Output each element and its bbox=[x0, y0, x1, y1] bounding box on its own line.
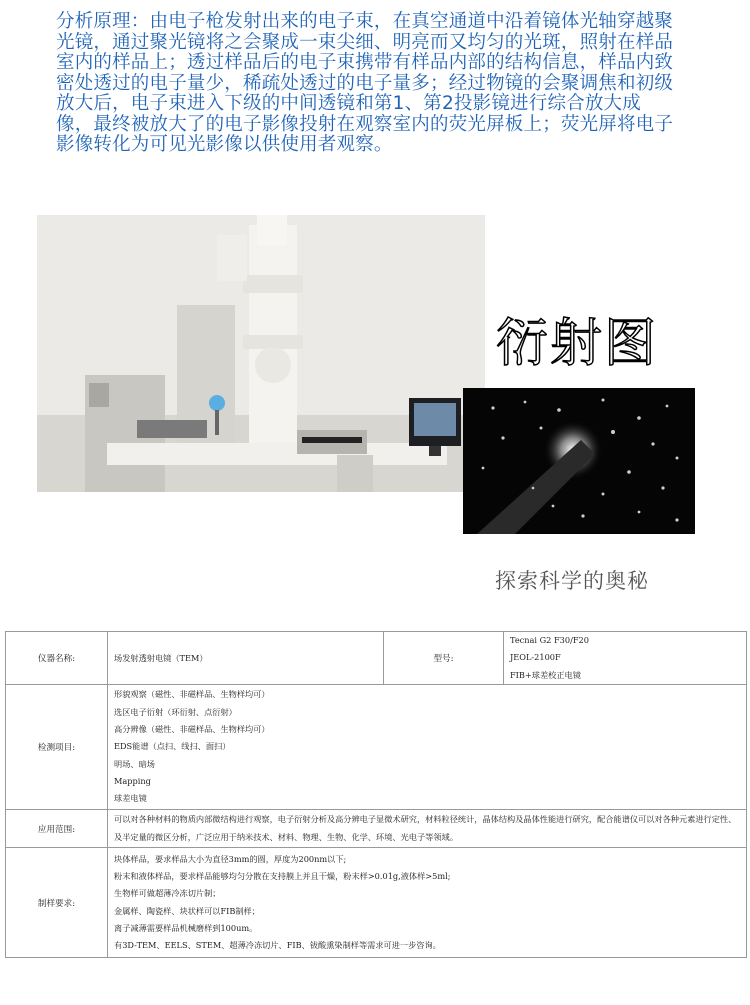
diffraction-title: 衍射图 bbox=[496, 314, 659, 374]
intro-paragraph: 分析原理：由电子枪发射出来的电子束，在真空通道中沿着镜体光轴穿越聚光镜，通过聚光镜将之会聚成一束尖细、明亮而又均匀的光斑，照射在样品室内的样品上；透过样品后的电子束携带有样品内部的结构信息，样品内致密处透过的电子量少，稀疏处透过的电子量多；经过物镜的会聚调焦和初级放大后，电子束进入下级的中间透镜和第1、第2投影镜进行综合放大成像，最终被放大了的电子影像投射在观察室内的荧光屏板上；荧光屏将电子影像转化为可见光影像以供使用者观察。 bbox=[56, 11, 674, 155]
test-items-label: 检测项目: bbox=[6, 685, 108, 810]
model-item: FIB+球差校正电镜 bbox=[510, 669, 581, 680]
diffraction-pattern-image bbox=[463, 388, 695, 534]
table-row-instrument bbox=[6, 632, 747, 685]
sample-prep-list bbox=[108, 848, 747, 958]
instrument-name-value: 场发射透射电镜（TEM） bbox=[108, 632, 384, 685]
sample-prep-label: 制样要求: bbox=[6, 848, 108, 958]
list-item: 明场、暗场 bbox=[114, 758, 155, 769]
table-row-application bbox=[6, 810, 747, 848]
list-item: 高分辨像（磁性、非磁样品、生物样均可） bbox=[114, 724, 270, 735]
list-item: 球差电镜 bbox=[114, 793, 147, 804]
model-item: Tecnai G2 F30/F20 bbox=[510, 635, 589, 646]
list-item: 选区电子衍射（环衍射、点衍射） bbox=[114, 706, 237, 717]
model-label: 型号: bbox=[384, 632, 504, 685]
table-row-test-items bbox=[6, 685, 747, 810]
list-item: 形貌观察（磁性、非磁样品、生物样均可） bbox=[114, 689, 270, 700]
model-item: JEOL-2100F bbox=[510, 652, 561, 663]
list-item: 生物样可做超薄冷冻切片制； bbox=[114, 888, 221, 899]
list-item: 离子减薄需要样品机械磨样到100um。 bbox=[114, 922, 258, 933]
spec-table bbox=[5, 631, 747, 958]
model-list bbox=[504, 632, 747, 685]
instrument-name-label: 仪器名称: bbox=[6, 632, 108, 685]
list-item: 有3D-TEM、EELS、STEM、超薄冷冻切片、FIB、钹酸熏染制样等需求可进一步咨询。 bbox=[114, 940, 441, 951]
table-row-sample-prep bbox=[6, 848, 747, 958]
list-item: 块体样品，要求样品大小为直径3mm的圆，厚度为200nm以下; bbox=[114, 853, 347, 864]
tem-microscope-photo bbox=[37, 215, 485, 492]
list-item: Mapping bbox=[114, 775, 151, 786]
application-label: 应用范围: bbox=[6, 810, 108, 848]
tagline: 探索科学的奥秘 bbox=[495, 569, 649, 593]
list-item: 粉末和液体样品，要求样品能够均匀分散在支持膜上并且干燥，粉末样>0.01g,液体样>5ml; bbox=[114, 870, 451, 881]
application-text: 可以对各种材料的物质内部微结构进行观察，电子衍射分析及高分辨电子显微术研究，材料粒径统计，晶体结构及晶体性能进行研究，配合能谱仪可以对各种元素进行定性、及半定量的微区分析，广泛应用于纳米技术、材料、物理、生物、化学、环境、光电子等领域。 bbox=[108, 810, 747, 848]
list-item: 金属样、陶瓷样、块状样可以FIB制样； bbox=[114, 905, 260, 916]
list-item: EDS能谱（点扫、线扫、面扫） bbox=[114, 741, 231, 752]
test-items-list bbox=[108, 685, 747, 810]
